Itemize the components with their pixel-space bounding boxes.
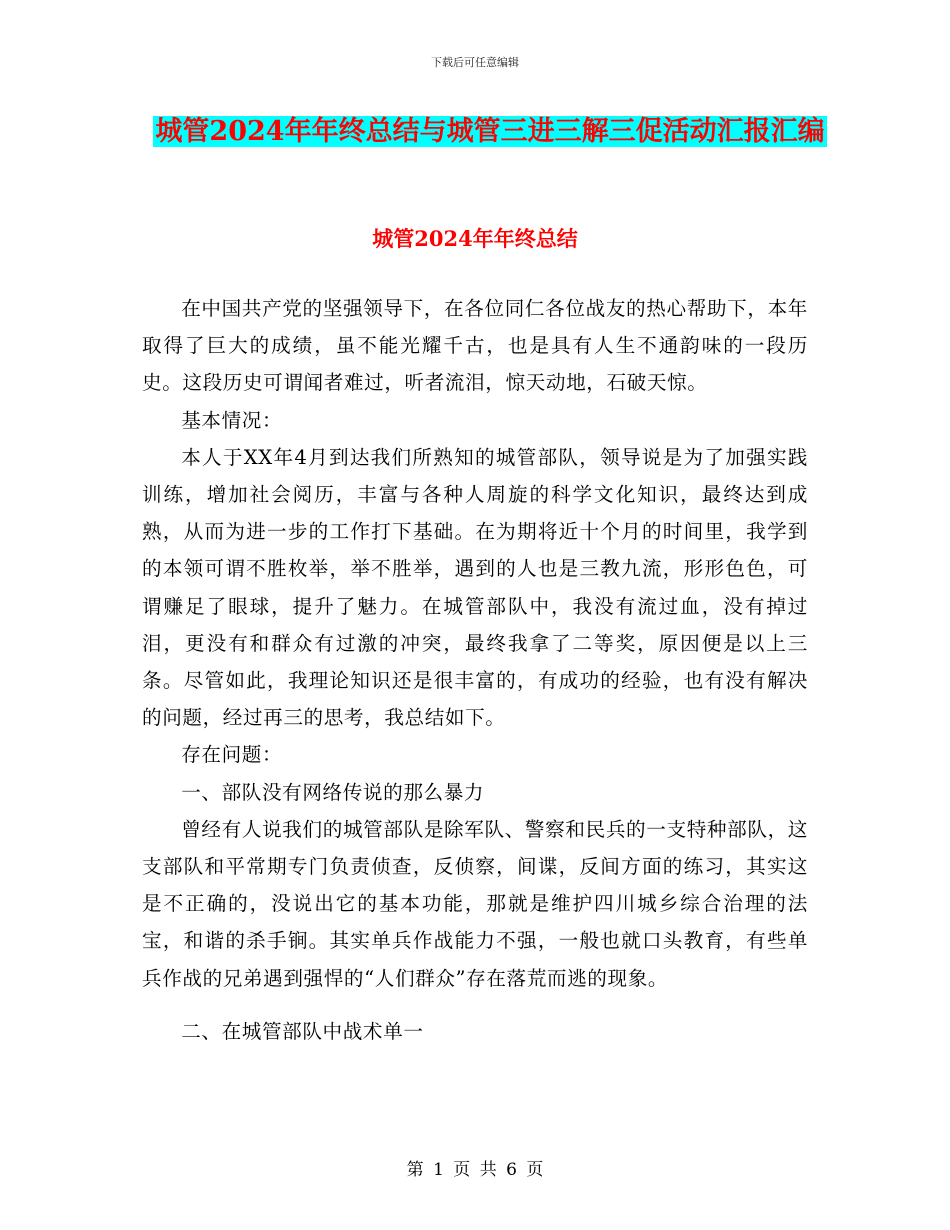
document-body: [142, 290, 808, 1050]
section-title: 城管2024年年终总结: [372, 226, 578, 251]
document-title-text: 城管2024年年终总结与城管三进三解三促活动汇报汇编: [155, 116, 825, 147]
header-note: 下载后可任意编辑: [431, 56, 519, 69]
page-footer: 第 1 页 共 6 页: [406, 1160, 544, 1180]
paragraph-intro: 在中国共产党的坚强领导下，在各位同仁各位战友的热心帮助下，本年取得了巨大的成绩，虽不能光耀千古，也是具有人生不通韵味的一段历史。这段历史可谓闻者难过，听者流泪，惊天动地，石破天惊。: [142, 297, 808, 395]
paragraph-basic-heading: 基本情况：: [181, 408, 283, 432]
paragraph-problem-1-heading: 一、部队没有网络传说的那么暴力: [181, 780, 485, 804]
document-title: [140, 110, 840, 154]
paragraph-problem-1-body: 曾经有人说我们的城管部队是除军队、警察和民兵的一支特种部队，这支部队和平常期专门负责侦查，反侦察，间谍，反间方面的练习，其实这是不正确的，没说出它的基本功能，那就是维护四川城乡综合治理的法宝，和谐的杀手锏。其实单兵作战能力不强，一般也就口头教育，有些单兵作战的兄弟遇到强悍的“人们群众”存在落荒而逃的现象。: [142, 817, 808, 990]
paragraph-problems-heading: 存在问题：: [181, 743, 283, 767]
paragraph-basic-info: 本人于XX年4月到达我们所熟知的城管部队，领导说是为了加强实践训练，增加社会阅历，丰富与各种人周旋的科学文化知识，最终达到成熟，从而为进一步的工作打下基础。在为期将近十个月的时间里，我学到的本领可谓不胜枚举，举不胜举，遇到的人也是三教九流，形形色色，可谓赚足了眼球，提升了魅力。在城管部队中，我没有流过血，没有掉过泪，更没有和群众有过激的冲突，最终我拿了二等奖，原因便是以上三条。尽管如此，我理论知识还是很丰富的，有成功的经验，也有没有解决的问题，经过再三的思考，我总结如下。: [142, 445, 808, 730]
paragraph-problem-2-heading: 二、在城管部队中战术单一: [181, 1019, 424, 1043]
